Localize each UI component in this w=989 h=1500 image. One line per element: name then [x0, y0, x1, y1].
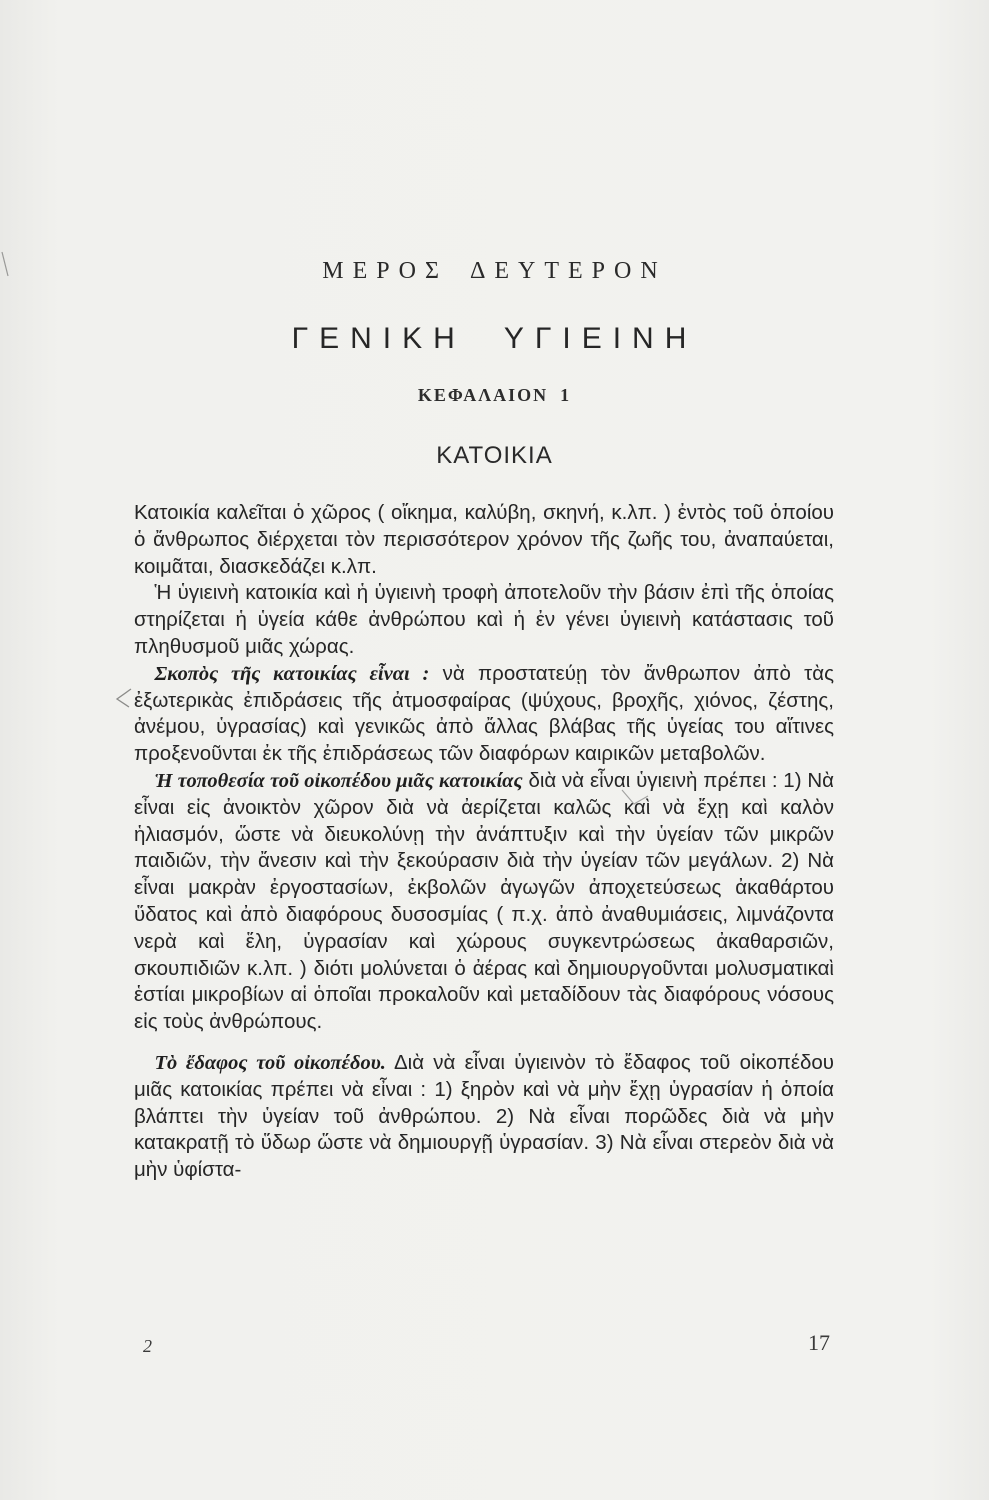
- chapter-heading: [0, 385, 989, 406]
- main-title-word2: ΥΓΙΕΙΝΗ: [503, 322, 698, 355]
- pencil-bracket-mark: [620, 786, 650, 812]
- paragraph-lead: Σκοπὸς τῆς κατοικίας εἶναι :: [154, 662, 430, 685]
- chapter-label: ΚΕΦΑΛΑΙΟΝ: [417, 385, 549, 405]
- paragraph-lead: Ἡ τοποθεσία τοῦ οἰκοπέδου μιᾶς κατοικίας: [154, 769, 523, 792]
- body-text: [134, 500, 834, 1184]
- paragraph-basis: [134, 580, 834, 660]
- paragraph-ground: [134, 1050, 834, 1184]
- part-title-word1: ΜΕΡΟΣ: [322, 258, 448, 284]
- part-title: [0, 258, 989, 285]
- pencil-check-mark: [113, 687, 135, 709]
- main-title-word1: ΓΕΝΙΚΗ: [291, 322, 466, 355]
- paragraph-location: [134, 768, 834, 1036]
- paragraph-lead: Τὸ ἔδαφος τοῦ οἰκοπέδου.: [154, 1051, 386, 1074]
- page-number: 17: [808, 1330, 830, 1355]
- paragraph-text: νὰ προστατεύῃ τὸν ἄνθρωπον ἀπὸ τὰς ἐξωτερικὰς ἐπιδράσεις τῆς ἀτμοσφαίρας (ψύχους, βροχῆς, χιόνος, ζέστης, ἀνέμου, ὑγρασίας) καὶ γενικῶς ἀπὸ ἄλλας βλάβας τῆς ὑγείας του αἵτινες προξενοῦνται ἐκ τῆς ἐπιδράσεως τῶν διαφόρων καιρικῶν μεταβολῶν.: [134, 661, 834, 766]
- paragraph-definition: [134, 500, 834, 580]
- paragraph-text: Ἡ ὑγιεινὴ κατοικία καὶ ἡ ὑγιεινὴ τροφὴ ἀποτελοῦν τὴν βάσιν ἐπὶ τῆς ὁποίας στηρίζεται ἡ ὑγεία κάθε ἀνθρώπου καὶ ἡ ἐν γένει ὑγιεινὴ κατάστασις τοῦ πληθυσμοῦ μιᾶς χώρας.: [134, 581, 834, 658]
- main-title: [0, 322, 989, 356]
- part-title-word2: ΔΕΥΤΕΡΟΝ: [469, 258, 667, 284]
- paragraph-text: διὰ νὰ εἶναι ὑγιεινὴ πρέπει : 1) Νὰ εἶναι εἰς ἀνοικτὸν χῶρον διὰ νὰ ἀερίζεται καλῶς καὶ νὰ ἔχῃ καὶ καλὸν ἡλιασμόν, ὥστε νὰ διευκολύνῃ τὴν ἀνάπτυξιν καὶ τὴν ὑγείαν τῶν μικρῶν παιδιῶν, τὴν ἄνεσιν καὶ τὴν ξεκούρασιν διὰ τὴν ὑγείαν τῶν μεγάλων. 2) Νὰ εἶναι μακρὰν ἐργοστασίων, ἐκβολῶν ἀγωγῶν ἀποχετεύσεως ἀκαθάρτου ὕδατος καὶ ἀπὸ διαφόρους δυσοσμίας ( π.χ. ἀπὸ ἀναθυμιάσεις, λιμνάζοντα νερὰ καὶ ἕλη, ὑγρασίαν καὶ χώρους συγκεντρώσεως ἀκαθαρσιῶν, σκουπιδιῶν κ.λπ. ) διότι μολύνεται ὁ ἀέρας καὶ δημιουργοῦνται μολυσματικαὶ ἑστίαι μικροβίων αἱ ὁποῖαι προκαλοῦν καὶ μεταδίδουν τὰς διαφόρους νόσους εἰς τοὺς ἀνθρώπους.: [134, 768, 834, 1034]
- signature-mark: 2: [143, 1336, 152, 1356]
- chapter-number: 1: [560, 385, 572, 405]
- paragraph-purpose: [134, 661, 834, 768]
- paragraph-text: Κατοικία καλεῖται ὁ χῶρος ( οἴκημα, καλύβη, σκηνή, κ.λπ. ) ἐντὸς τοῦ ὁποίου ὁ ἄνθρωπος διέρχεται τὸν περισσότερον χρόνον τῆς ζωῆς του, ἀναπαύεται, κοιμᾶται, διασκεδάζει κ.λπ.: [134, 501, 834, 578]
- section-title: ΚΑΤΟΙΚΙΑ: [436, 442, 553, 469]
- paragraph-text: Διὰ νὰ εἶναι ὑγιεινὸν τὸ ἔδαφος τοῦ οἰκοπέδου μιᾶς κατοικίας πρέπει νὰ εἶναι : 1) ξηρὸν καὶ νὰ μὴν ἔχῃ ὑγρασίαν ἡ ὁποία βλάπτει τὴν ὑγείαν τοῦ ἀνθρώπου. 2) Νὰ εἶναι πορῶδες διὰ νὰ μὴν κατακρατῇ τὸ ὕδωρ ὥστε νὰ δημιουργῇ ὑγρασίαν. 3) Νὰ εἶναι στερεὸν διὰ νὰ μὴν ὑφίστα-: [134, 1050, 834, 1182]
